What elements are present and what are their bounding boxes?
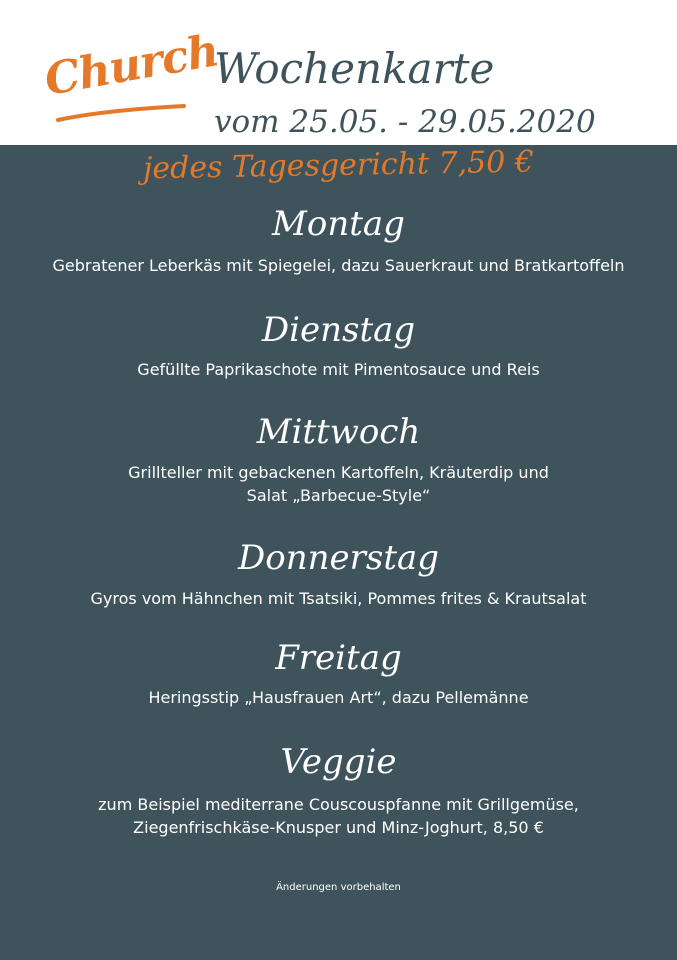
day-heading-veggie: Veggie — [280, 742, 397, 782]
logo-swash-icon — [56, 104, 186, 124]
dish-line: Gebratener Leberkäs mit Spiegelei, dazu Sauerkraut und Bratkartoffeln — [52, 256, 625, 275]
day-heading-dienstag: Dienstag — [261, 310, 416, 350]
dish-line: Grillteller mit gebackenen Kartoffeln, Kräuterdip und — [128, 463, 549, 482]
dish-freitag — [0, 686, 677, 709]
church-logo: Church — [40, 25, 223, 106]
dish-dienstag — [0, 358, 677, 381]
dish-montag — [0, 254, 677, 277]
dish-mittwoch — [0, 461, 677, 507]
footnote: Änderungen vorbehalten — [276, 882, 401, 893]
day-heading-donnerstag: Donnerstag — [237, 538, 440, 578]
date-range: vom 25.05. - 29.05.2020 — [214, 104, 596, 140]
header-banner — [0, 0, 677, 145]
day-heading-mittwoch: Mittwoch — [256, 412, 421, 452]
dish-veggie — [0, 793, 677, 839]
dish-donnerstag — [0, 587, 677, 610]
dish-line: Ziegenfrischkäse-Knusper und Minz-Joghurt, 8,50 € — [133, 818, 544, 837]
dish-line: Gefüllte Paprikaschote mit Pimentosauce und Reis — [137, 360, 540, 379]
day-heading-freitag: Freitag — [275, 638, 402, 678]
day-heading-montag: Montag — [272, 204, 405, 244]
dish-line: zum Beispiel mediterrane Couscouspfanne mit Grillgemüse, — [98, 795, 579, 814]
dish-line: Salat „Barbecue-Style“ — [246, 486, 431, 505]
page-title: Wochenkarte — [214, 44, 495, 93]
dish-line: Gyros vom Hähnchen mit Tsatsiki, Pommes frites & Krautsalat — [90, 589, 587, 608]
dish-line: Heringsstip „Hausfrauen Art“, dazu Pellemänne — [148, 688, 529, 707]
price-note: jedes Tagesgericht 7,50 € — [142, 144, 535, 187]
